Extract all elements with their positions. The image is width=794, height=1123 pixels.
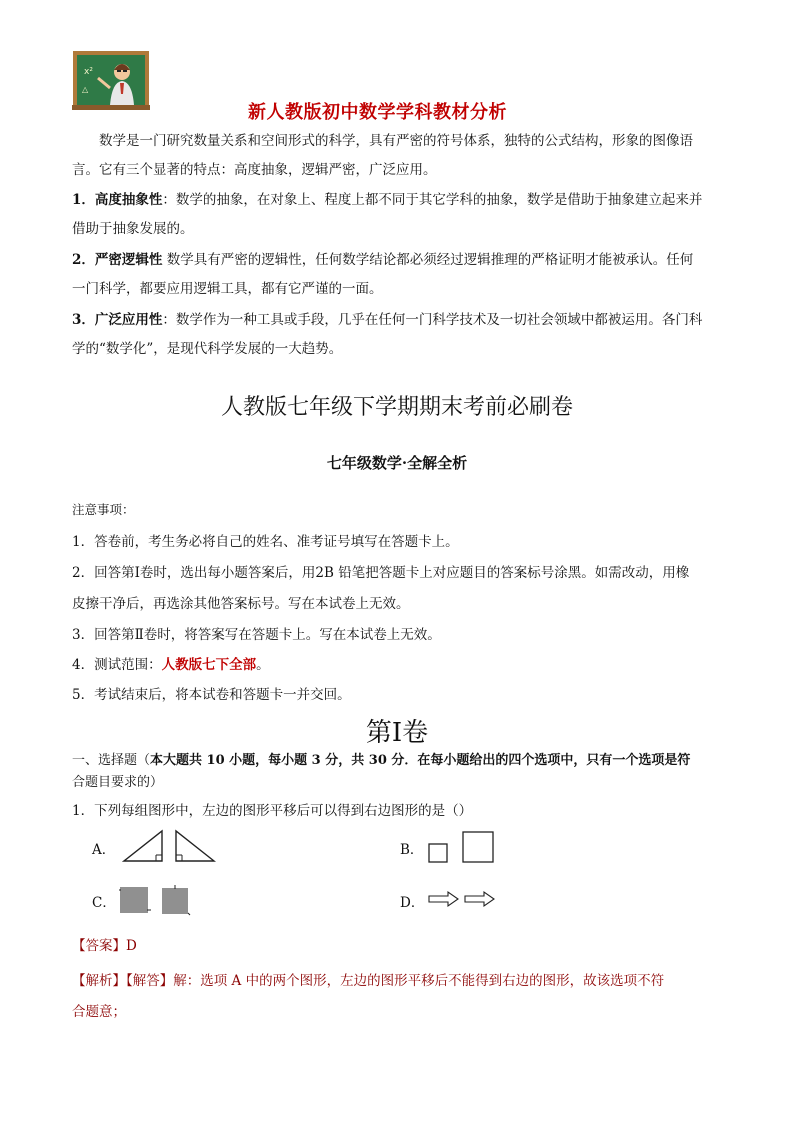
intro-line-2: 言。它有三个显著的特点：高度抽象，逻辑严密，广泛应用。 (72, 162, 437, 178)
feature-item-2 (72, 250, 722, 270)
feature-text-3: ：数学作为一种工具或手段，几乎在任何一门科学技术及一切社会领域中都被运用。各门科 (162, 312, 703, 328)
note-4 (72, 655, 722, 675)
intro-paragraph (72, 131, 722, 151)
option-c-coils (118, 884, 192, 916)
volume-heading: 第Ⅰ卷 (365, 718, 429, 748)
feature-text-1: ：数学的抽象，在对象上、程度上都不同于其它学科的抽象，数学是借助于抽象建立起来并 (162, 192, 703, 208)
answer-value: D (126, 938, 137, 954)
note-1: 1．答卷前，考生务必将自己的姓名、准考证号填写在答题卡上。 (72, 534, 459, 550)
section-heading-b: 本大题共 10 小题，每小题 3 分，共 30 分．在每小题给出的 (150, 753, 509, 768)
answer-line (72, 936, 722, 956)
analysis-line (72, 971, 722, 991)
section-heading-d: ，只有一个选项是符 (573, 753, 691, 768)
feature-item-1 (72, 190, 722, 210)
banner-title: 新人教版初中数学学科教材分析 (248, 102, 507, 123)
feature-text-2: 数学具有严密的逻辑性，任何数学结论都必须经过逻辑推理的严格证明才能被承认。任何 (162, 252, 694, 268)
notes-heading: 注意事项： (72, 502, 135, 517)
note-3: 3．回答第Ⅱ卷时，将答案写在答题卡上。写在本试卷上无效。 (72, 627, 441, 643)
svg-text:△: △ (82, 85, 89, 94)
note-2: 2．回答第Ⅰ卷时，选出每小题答案后，用2B 铅笔把答题卡上对应题目的答案标号涂黑。如需改动，用橡 (72, 565, 690, 581)
feature-text-3b: 学的“数学化”，是现代科学发展的一大趋势。 (72, 341, 343, 357)
note-2b: 皮擦干净后，再选涂其他答案标号。写在本试卷上无效。 (72, 596, 410, 612)
feature-label-2: 2．严密逻辑性 (72, 252, 163, 268)
analysis-label: 【解析】【解答】 (72, 973, 174, 989)
feature-item-3 (72, 310, 722, 330)
feature-label-3: 3．广泛应用性 (72, 312, 163, 328)
feature-text-2b: 一门科学，都要应用逻辑工具，都有它严谨的一面。 (72, 281, 383, 297)
feature-label-1: 1．高度抽象性 (72, 192, 163, 208)
option-d-label: D． (400, 895, 425, 911)
option-a-label: A． (92, 842, 116, 858)
section-heading-a: 一、选择题（ (72, 753, 151, 768)
feature-text-1b: 借助于抽象发展的。 (72, 221, 194, 237)
note-4-prefix: 4．测试范围： (72, 657, 162, 673)
option-a-triangles (122, 828, 218, 864)
note-4-suffix: 。 (256, 657, 270, 673)
svg-text:x²: x² (84, 67, 93, 77)
option-d-arrows (428, 890, 498, 908)
analysis-text: 解：选项 A 中的两个图形，左边的图形平移后不能得到右边的图形，故该选项不符 (173, 973, 665, 989)
analysis-line-2: 合题意； (72, 1004, 126, 1020)
section-heading-c: 四个选项中 (508, 753, 574, 768)
exam-title: 人教版七年级下学期期末考前必刷卷 (220, 395, 573, 420)
test-range: 人教版七下全部 (161, 657, 257, 673)
teacher-blackboard-logo (72, 50, 150, 110)
option-b-label: B． (400, 842, 424, 858)
section-heading-2: 合题目要求的） (72, 775, 164, 790)
note-5: 5．考试结束后，将本试卷和答题卡一并交回。 (72, 687, 351, 703)
question-1: 1．下列每组图形中，左边的图形平移后可以得到右边图形的是（） (72, 803, 473, 819)
exam-subtitle: 七年级数学·全解全析 (326, 454, 468, 472)
section-heading (72, 751, 722, 771)
option-c-label: C． (92, 895, 116, 911)
option-b-squares (428, 830, 498, 864)
answer-label: 【答案】 (72, 938, 126, 954)
intro-line-1: 数学是一门研究数量关系和空间形式的科学，具有严密的符号体系，独特的公式结构，形象的图像语 (99, 133, 693, 149)
